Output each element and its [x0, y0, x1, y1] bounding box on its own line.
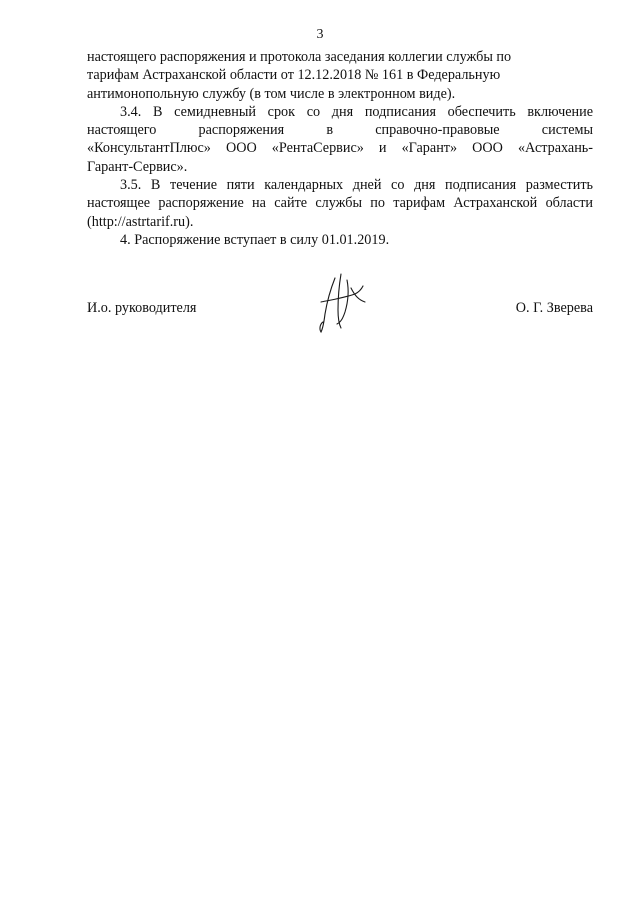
page-number: 3 — [316, 27, 324, 42]
text-line: «КонсультантПлюс» ООО «РентаСервис» и «Гарант» ООО «Астрахань- — [87, 140, 593, 157]
text-line: 3.5. В течение пяти календарных дней со дня подписания разместить — [120, 177, 593, 194]
text-line: настоящее распоряжение на сайте службы по тарифам Астраханской области — [87, 195, 593, 212]
signer-name: О. Г. Зверева — [515, 300, 593, 316]
text-line: тарифам Астраханской области от 12.12.2018 № 161 в Федеральную — [87, 67, 501, 84]
document-body — [87, 48, 593, 249]
text-line: антимонопольную службу (в том числе в электронном виде). — [87, 85, 456, 102]
text-line: Гарант-Сервис». — [87, 158, 188, 175]
paragraph-4 — [87, 231, 593, 249]
text-line: (http://astrtarif.ru). — [87, 213, 194, 230]
text-line: 4. Распоряжение вступает в силу 01.01.2019. — [120, 231, 390, 248]
text-line: настоящего распоряжения в справочно-правовые системы — [87, 122, 593, 139]
signer-title: И.о. руководителя — [87, 300, 197, 316]
text-line: настоящего распоряжения и протокола заседания коллегии службы по — [87, 49, 512, 65]
paragraph-3-5 — [87, 176, 593, 231]
paragraph-3-4 — [87, 103, 593, 176]
paragraph-continuation — [87, 48, 593, 103]
handwritten-signature — [311, 272, 371, 334]
text-line: 3.4. В семидневный срок со дня подписания обеспечить включение — [120, 103, 593, 120]
